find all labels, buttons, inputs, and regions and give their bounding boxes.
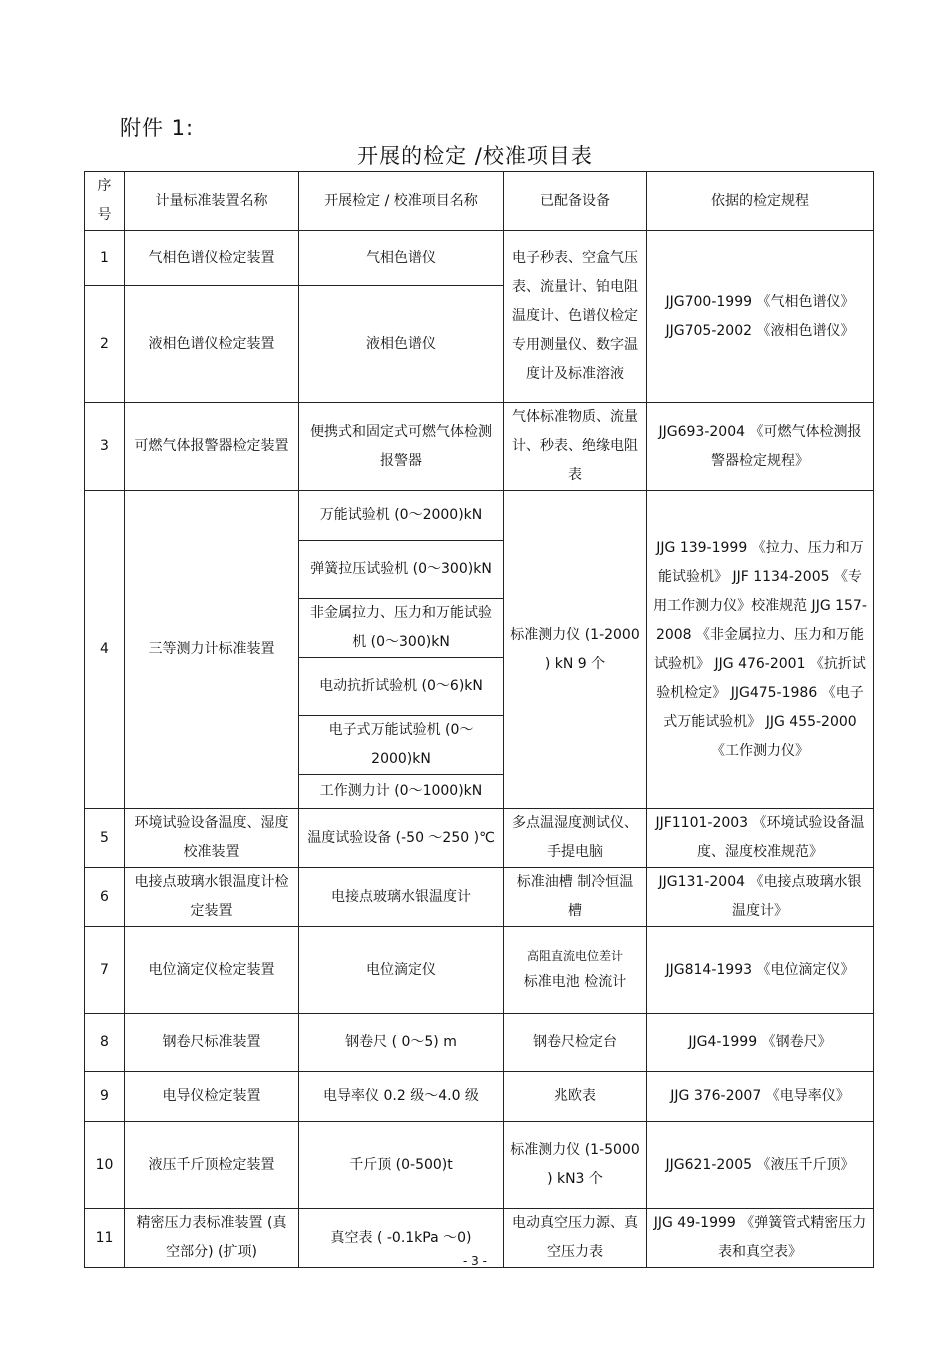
row-no: 5 (85, 809, 125, 868)
row-no: 9 (85, 1072, 125, 1122)
item-name: 电接点玻璃水银温度计 (299, 868, 504, 927)
item-name: 万能试验机 (0～2000)kN (299, 491, 504, 541)
calibration-table (84, 171, 874, 1268)
table-row (85, 1122, 874, 1209)
device-name: 液相色谱仪检定装置 (125, 286, 299, 403)
attachment-label: 附件 1: (120, 116, 195, 140)
equipment: 兆欧表 (504, 1072, 647, 1122)
row-no: 1 (85, 231, 125, 286)
equipment: 钢卷尺检定台 (504, 1014, 647, 1072)
equipment-main: 标准电池 检流计 (523, 973, 627, 990)
spec: JJG 376-2007 《电导率仪》 (647, 1072, 874, 1122)
equipment: 气体标准物质、流量计、秒表、绝缘电阻表 (504, 403, 647, 491)
header-item: 开展检定 / 校准项目名称 (299, 172, 504, 231)
spec: JJG621-2005 《液压千斤顶》 (647, 1122, 874, 1209)
device-name: 三等测力计标准装置 (125, 491, 299, 809)
device-name: 钢卷尺标准装置 (125, 1014, 299, 1072)
item-name: 工作测力计 (0～1000)kN (299, 775, 504, 809)
item-name: 非金属拉力、压力和万能试验机 (0～300)kN (299, 599, 504, 658)
header-no: 序号 (85, 172, 125, 231)
table-row (85, 1072, 874, 1122)
item-name: 温度试验设备 (-50 ～250 )℃ (299, 809, 504, 868)
device-name: 电导仪检定装置 (125, 1072, 299, 1122)
item-name: 电子式万能试验机 (0～2000)kN (299, 716, 504, 775)
table-row (85, 927, 874, 1014)
row-no: 2 (85, 286, 125, 403)
spec: JJF1101-2003 《环境试验设备温度、湿度校准规范》 (647, 809, 874, 868)
row-no: 8 (85, 1014, 125, 1072)
table-row (85, 1014, 874, 1072)
equipment: 标准测力仪 (1-5000 ) kN3 个 (504, 1122, 647, 1209)
spec: JJG 49-1999 《弹簧管式精密压力表和真空表》 (647, 1209, 874, 1268)
page-number: - 3 - (463, 1254, 487, 1268)
row-no: 11 (85, 1209, 125, 1268)
table-header-row (85, 172, 874, 231)
equipment: 电动真空压力源、真空压力表 (504, 1209, 647, 1268)
item-name: 真空表 ( -0.1kPa ～0) (299, 1209, 504, 1268)
equipment: 电子秒表、空盒气压表、流量计、铂电阻温度计、色谱仪检定专用测量仪、数字温度计及标准溶液 (504, 231, 647, 403)
item-name: 气相色谱仪 (299, 231, 504, 286)
device-name: 环境试验设备温度、湿度校准装置 (125, 809, 299, 868)
device-name: 电位滴定仪检定装置 (125, 927, 299, 1014)
device-name: 液压千斤顶检定装置 (125, 1122, 299, 1209)
item-name: 液相色谱仪 (299, 286, 504, 403)
device-name: 可燃气体报警器检定装置 (125, 403, 299, 491)
header-equipment: 已配备设备 (504, 172, 647, 231)
device-name: 电接点玻璃水银温度计检定装置 (125, 868, 299, 927)
equipment: 标准测力仪 (1-2000 ) kN 9 个 (504, 491, 647, 809)
item-name: 便携式和固定式可燃气体检测报警器 (299, 403, 504, 491)
item-name: 弹簧拉压试验机 (0～300)kN (299, 541, 504, 599)
row-no: 7 (85, 927, 125, 1014)
table-row (85, 868, 874, 927)
row-no: 4 (85, 491, 125, 809)
equipment: 多点温湿度测试仪、手提电脑 (504, 809, 647, 868)
table-row (85, 491, 874, 541)
row-no: 3 (85, 403, 125, 491)
item-name: 钢卷尺 ( 0～5) m (299, 1014, 504, 1072)
table-row (85, 809, 874, 868)
equipment: 标准油槽 制冷恒温槽 (504, 868, 647, 927)
device-name: 精密压力表标准装置 (真空部分) (扩项) (125, 1209, 299, 1268)
equipment (504, 927, 647, 1014)
spec: JJG4-1999 《钢卷尺》 (647, 1014, 874, 1072)
spec: JJG131-2004 《电接点玻璃水银温度计》 (647, 868, 874, 927)
item-name: 电动抗折试验机 (0～6)kN (299, 658, 504, 716)
page-title: 开展的检定 /校准项目表 (357, 144, 593, 168)
header-device: 计量标准装置名称 (125, 172, 299, 231)
row-no: 10 (85, 1122, 125, 1209)
spec: JJG 139-1999 《拉力、压力和万能试验机》 JJF 1134-2005 《专用工作测力仪》校准规范 JJG 157-2008 《非金属拉力、压力和万能试验机》 JJG 476-2001 《抗折试验机检定》 JJG475-1986 《电子式万能试验机》 JJG 455-2000 《工作测力仪》 (647, 491, 874, 809)
table-row (85, 231, 874, 286)
item-name: 电导率仪 0.2 级～4.0 级 (299, 1072, 504, 1122)
spec: JJG693-2004 《可燃气体检测报警器检定规程》 (647, 403, 874, 491)
row-no: 6 (85, 868, 125, 927)
spec: JJG700-1999 《气相色谱仪》 JJG705-2002 《液相色谱仪》 (647, 231, 874, 403)
table-row (85, 403, 874, 491)
spec: JJG814-1993 《电位滴定仪》 (647, 927, 874, 1014)
item-name: 电位滴定仪 (299, 927, 504, 1014)
equipment-small: 高阻直流电位差计 (526, 948, 623, 963)
device-name: 气相色谱仪检定装置 (125, 231, 299, 286)
item-name: 千斤顶 (0-500)t (299, 1122, 504, 1209)
header-spec: 依据的检定规程 (647, 172, 874, 231)
